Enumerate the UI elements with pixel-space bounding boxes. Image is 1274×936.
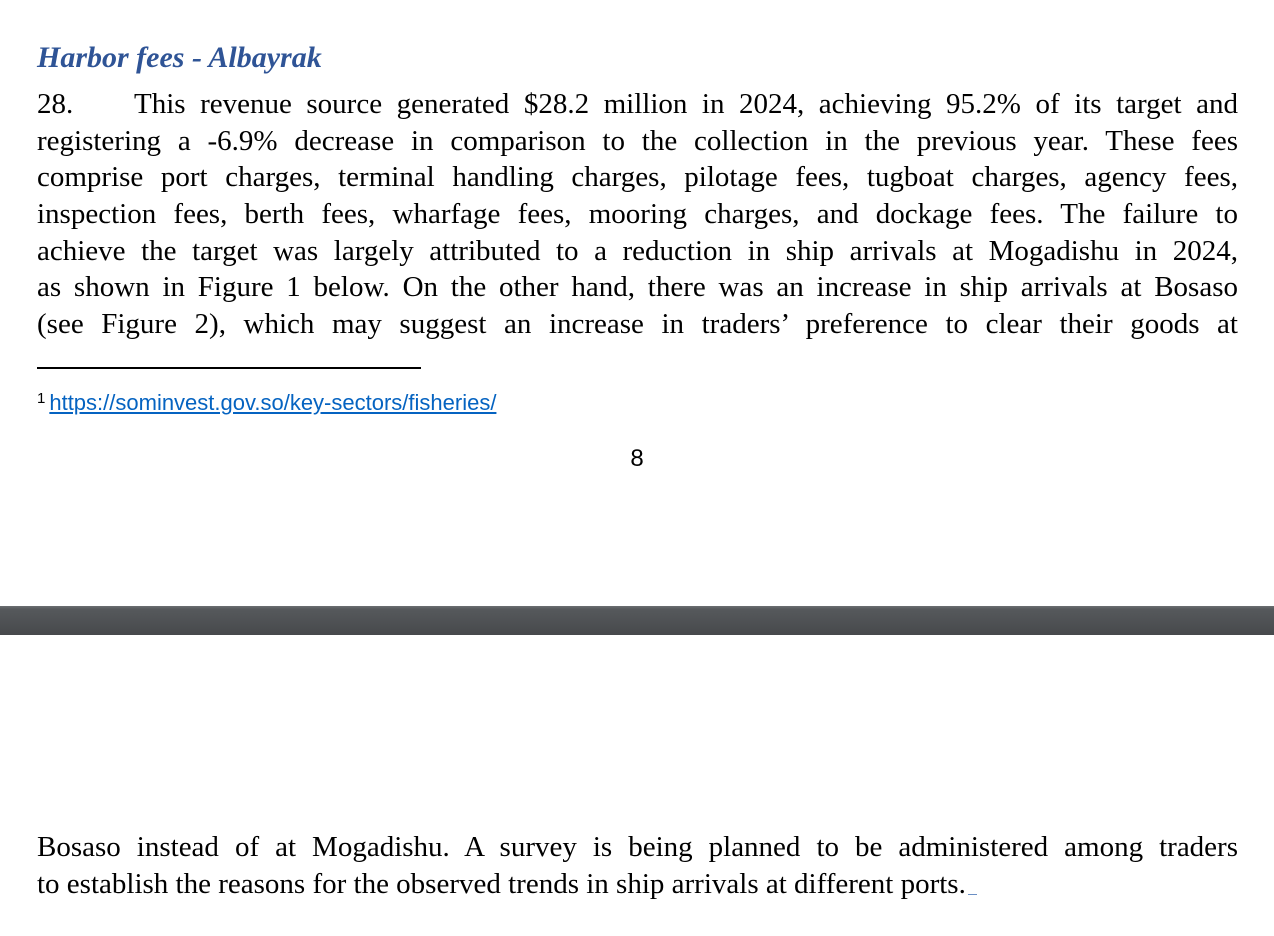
footnote [37,384,496,418]
paragraph-number: 28. [37,88,74,120]
paragraph-line: registering a -6.9% decrease in comparison to the collection in the previous year. These fees [37,124,1238,157]
footnote-separator [37,367,421,369]
paragraph-line-text: to establish the reasons for the observed trends in ship arrivals at different ports. [37,867,966,900]
paragraph-line: as shown in Figure 1 below. On the other hand, there was an increase in ship arrivals at Bosaso [37,271,1238,304]
paragraph-line-last [37,866,1238,903]
paragraph-line-text: This revenue source generated $28.2 million in 2024, achieving 95.2% of its target and [134,88,1238,120]
page-break-separator [0,606,1274,635]
paragraph-line [37,86,1238,123]
paragraph-line: inspection fees, berth fees, wharfage fees, mooring charges, and dockage fees. The failure to [37,198,1238,231]
footnote-link[interactable]: https://sominvest.gov.so/key-sectors/fisheries/ [49,390,497,415]
paragraph-line: achieve the target was largely attributed to a reduction in ship arrivals at Mogadishu in 2024, [37,234,1238,267]
paragraph-line: (see Figure 2), which may suggest an increase in traders’ preference to clear their goods at [37,308,1238,341]
paragraph-line: Bosaso instead of at Mogadishu. A survey is being planned to be administered among traders [37,831,1238,863]
footnote-marker: 1 [37,390,46,407]
paragraph-28 [37,86,1238,343]
paragraph-continuation [37,829,1238,902]
page-number: 8 [630,445,644,472]
section-heading: Harbor fees - Albayrak [37,41,322,74]
paragraph-line: comprise port charges, terminal handling charges, pilotage fees, tugboat charges, agency fees, [37,161,1238,194]
tracked-change-mark [968,894,977,895]
